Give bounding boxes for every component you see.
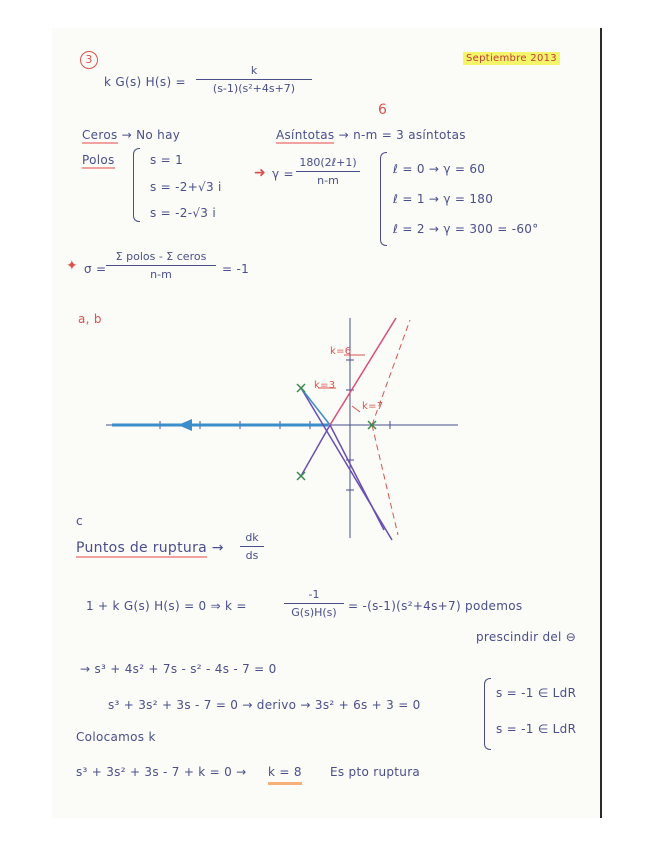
ruptura-denominator: ds (245, 549, 259, 562)
gamma-denominator: n-m (317, 174, 339, 187)
ruptura-numerator: dk (245, 531, 259, 544)
locus-upper-pole-branch (301, 388, 330, 425)
arrow-marker: ➜ (254, 165, 267, 181)
locus-arrow (178, 419, 192, 431)
k3-label: k=3 (314, 380, 336, 391)
eq4-text: s³ + 3s² + 3s - 7 + k = 0 → (76, 765, 247, 779)
polos-label: Polos (82, 153, 115, 167)
ruptura-fraction-bar (240, 546, 264, 547)
eq3: s³ + 3s² + 3s - 7 = 0 → derivo → 3s² + 6s + 3 = 0 (108, 698, 421, 712)
problem-number: 3 (80, 51, 98, 69)
ruptura-line (76, 540, 224, 556)
marginal-number: 6 (378, 102, 388, 118)
tf-denominator: (s-1)(s²+4s+7) (212, 82, 296, 95)
k6-label: k=6 (330, 346, 352, 357)
eq1-numerator: -1 (308, 588, 320, 601)
tf-numerator: k (250, 64, 258, 77)
eq1-denominator: G(s)H(s) (291, 606, 337, 619)
eq1-left: 1 + k G(s) H(s) = 0 ⇒ k = (86, 599, 247, 613)
eq4-tail: Es pto ruptura (330, 765, 421, 779)
section-ab-label: a, b (78, 312, 102, 326)
gamma-case-2: ℓ = 2 → γ = 300 = -60° (393, 222, 539, 236)
dashed-branch-down (372, 425, 398, 535)
star-marker: ✦ (66, 258, 79, 274)
gamma-case-1: ℓ = 1 → γ = 180 (393, 192, 494, 206)
ceros-label: Ceros (82, 128, 118, 142)
eq3-solution-1: s = -1 ∈ LdR (496, 686, 577, 700)
asintotas-text: → n-m = 3 asíntotas (338, 128, 466, 142)
eq1-fraction-bar (284, 603, 344, 604)
eq3-solution-2: s = -1 ∈ LdR (496, 722, 577, 736)
k7-tick (352, 406, 360, 412)
eq2: → s³ + 4s² + 7s - s² - 4s - 7 = 0 (80, 662, 277, 676)
gamma-case-0: ℓ = 0 → γ = 60 (393, 162, 486, 176)
ruptura-label: Puntos de ruptura (76, 540, 208, 556)
ruptura-arrow: → (211, 540, 224, 556)
k7-label: k=7 (362, 401, 384, 412)
ruptura-fraction (240, 531, 264, 562)
gamma-numerator: 180(2ℓ+1) (299, 156, 357, 169)
tf-lhs: k G(s) H(s) = (104, 75, 186, 89)
polo-1: s = 1 (150, 153, 184, 167)
eq1-right: = -(s-1)(s²+4s+7) podemos (348, 599, 523, 613)
date-highlight: Septiembre 2013 (463, 52, 560, 65)
section-c-label: c (76, 514, 83, 528)
centroid-rhs: = -1 (222, 262, 250, 276)
gamma-lhs: γ = (272, 167, 294, 181)
eq1-fraction (284, 588, 344, 619)
eq4-k-value: k = 8 (268, 765, 302, 785)
colocamos-text: Colocamos k (76, 730, 156, 744)
locus-lower-pole-branch (301, 425, 330, 476)
solutions-brace (484, 678, 491, 750)
centroid-numerator: Σ polos - Σ ceros (115, 250, 207, 263)
polo-2: s = -2+√3 i (150, 180, 222, 194)
polo-3: s = -2-√3 i (150, 206, 216, 220)
ceros-text: → No hay (121, 128, 181, 142)
eq1-continuation: prescindir del ⊖ (476, 630, 577, 644)
centroid-lhs: σ = (84, 262, 107, 276)
centroid-denominator: n-m (150, 268, 172, 281)
asintotas-label: Asíntotas (276, 128, 335, 142)
